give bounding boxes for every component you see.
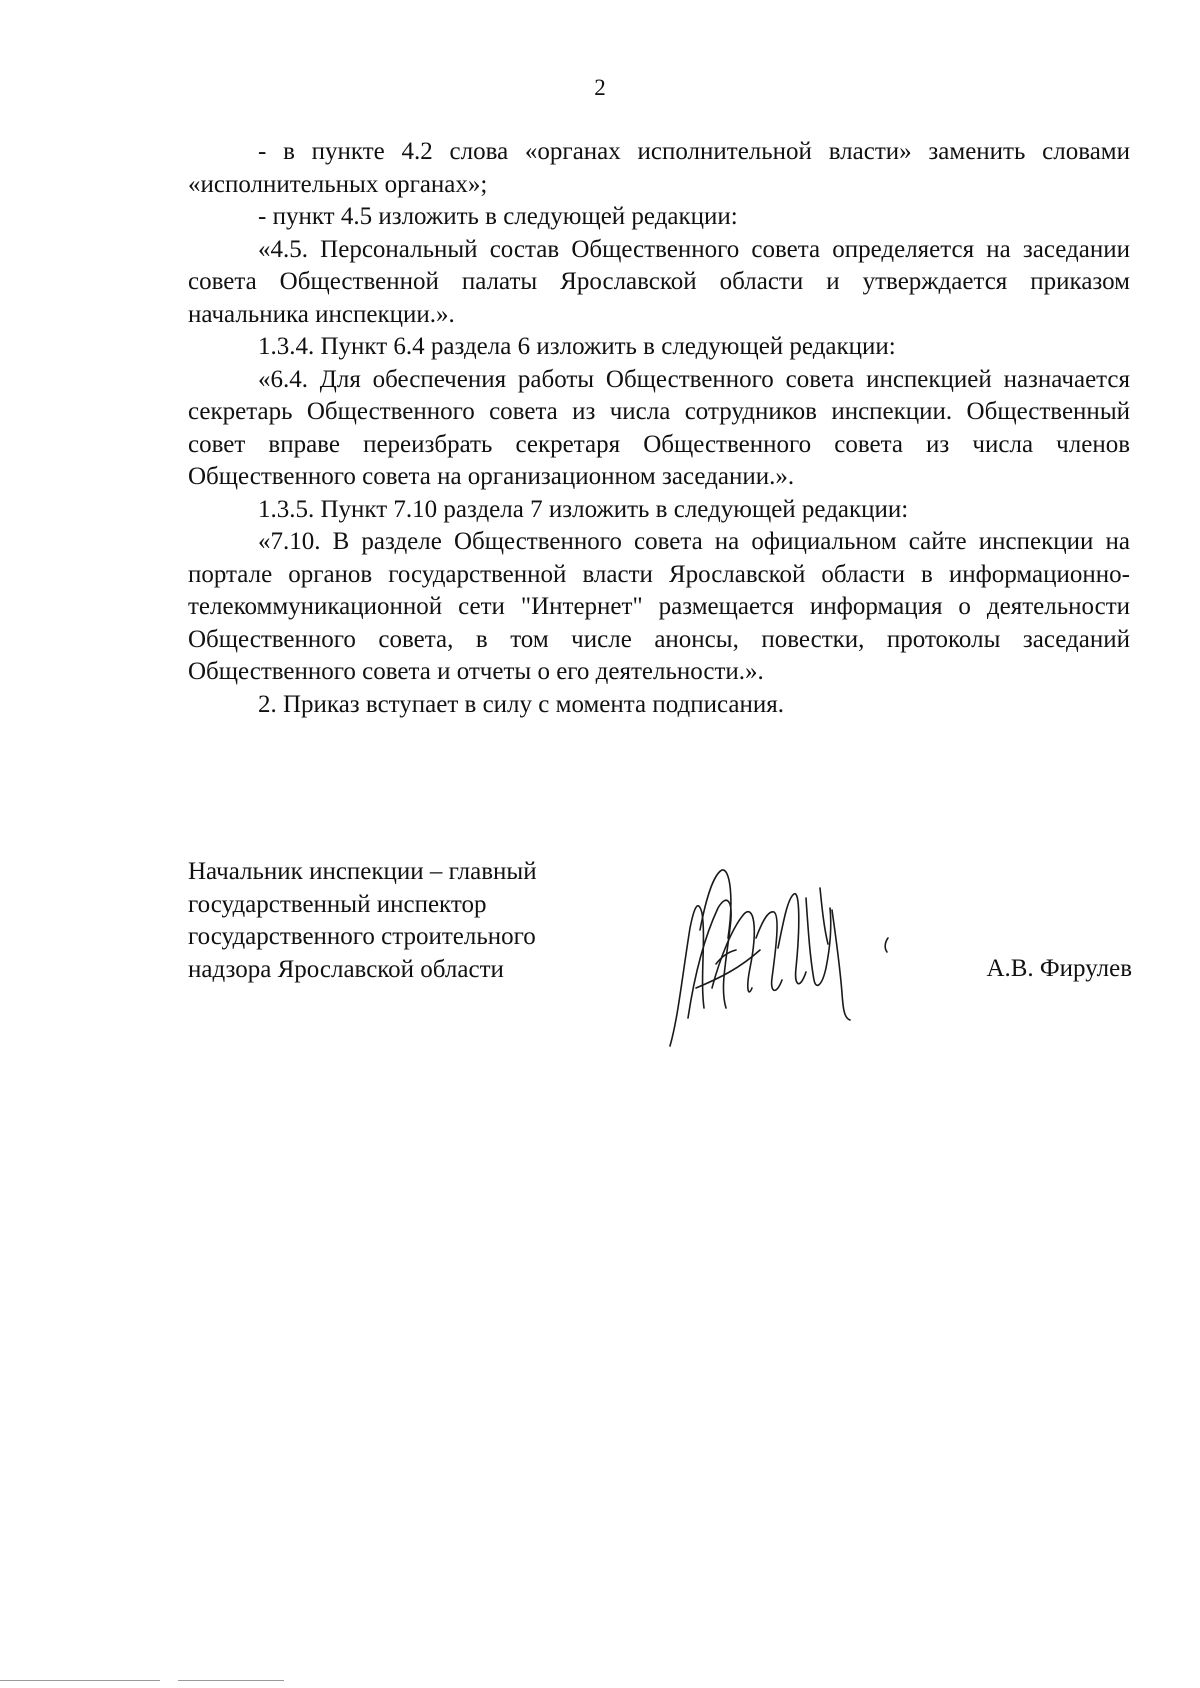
signatory-position-line: государственного строительного: [188, 923, 536, 950]
signatory-position-line: Начальник инспекции – главный: [188, 858, 537, 885]
paragraph: 2. Приказ вступает в силу с момента подписания.: [258, 690, 784, 718]
signatory-name: А.В. Фирулев: [986, 955, 1132, 982]
paragraph: «6.4. Для обеспечения работы Общественного совета инспекцией назначается секретарь Общественного совета из числа сотрудников инспекции. Общественный совет вправе переизбрать секретаря Общественного совета из числа членов Общественного совета на организационном заседании.».: [188, 365, 1130, 490]
signatory-position-line: государственный инспектор: [188, 890, 487, 918]
paragraph: «4.5. Персональный состав Общественного совета определяется на заседании совета Общественной палаты Ярославской области и утверждается приказом начальника инспекции.».: [188, 235, 1130, 328]
document-body: [188, 136, 1130, 721]
paragraph: «7.10. В разделе Общественного совета на официальном сайте инспекции на портале органов государственной власти Ярославской области в информационно-телекоммуникационной сети "Интернет" размещается информация о деятельности Общественного совета, в том числе анонсы, повестки, протоколы заседаний Общественного совета и отчеты о его деятельности.».: [188, 528, 1130, 685]
scan-artifact-line: [178, 1680, 284, 1681]
page-number: 2: [594, 75, 606, 100]
paragraph: 1.3.4. Пункт 6.4 раздела 6 изложить в следующей редакции:: [258, 333, 896, 360]
paragraph: - пункт 4.5 изложить в следующей редакции:: [258, 203, 738, 230]
signature-icon: [660, 868, 910, 1048]
paragraph: - в пункте 4.2 слова «органах исполнительной власти» заменить словами «исполнительных органах»;: [188, 138, 1130, 198]
signatory-position: [188, 856, 537, 986]
paragraph: 1.3.5. Пункт 7.10 раздела 7 изложить в следующей редакции:: [258, 495, 909, 523]
signatory-position-line: надзора Ярославской области: [188, 955, 504, 983]
scan-artifact-line: [0, 1680, 160, 1681]
